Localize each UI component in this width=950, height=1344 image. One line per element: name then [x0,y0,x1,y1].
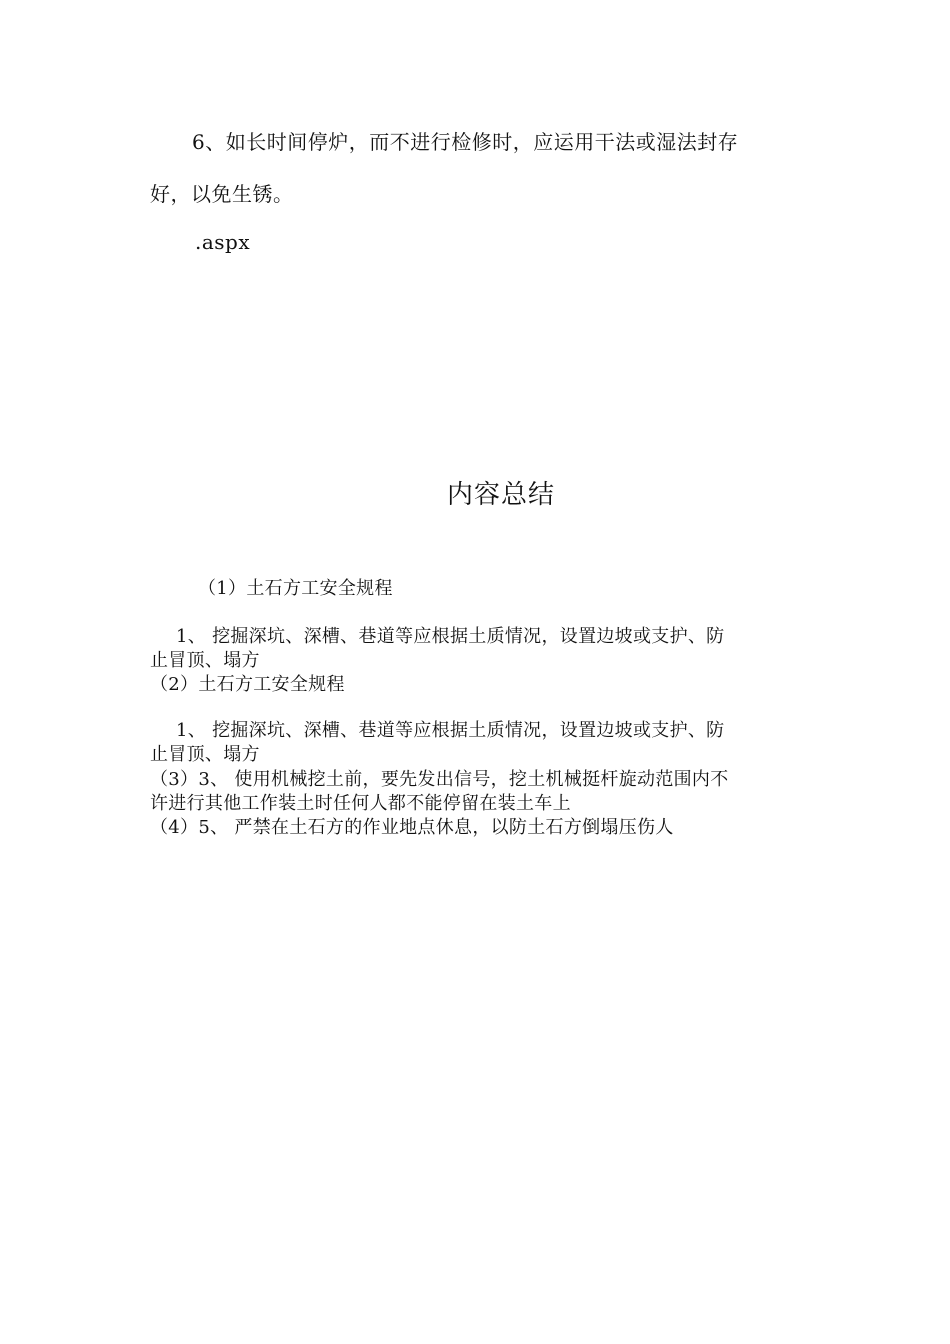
item-3-line-2: 许进行其他工作装土时任何人都不能停留在装土车上 [150,793,571,814]
item-4-line-1: （4）5、 严禁在土石方的作业地点休息，以防土石方倒塌压伤人 [150,817,674,838]
item-3-line-1: （3）3、 使用机械挖土前，要先发出信号，挖土机械挺杆旋动范围内不 [150,769,729,790]
item-1-heading: （1）土石方工安全规程 [198,578,393,599]
summary-title: 内容总结 [447,480,556,510]
item-1-body-line-1: 1、 挖掘深坑、深槽、巷道等应根据土质情况，设置边坡或支护、防 [176,626,725,647]
paragraph-6-line-1: 6、如长时间停炉，而不进行检修时，应运用干法或湿法封存 [192,130,739,154]
item-1-body-line-2: 止冒顶、塌方 [150,650,260,671]
item-2-body-line-2: 止冒顶、塌方 [150,744,260,765]
aspx-text: .aspx [195,230,251,254]
item-2-body-line-1: 1、 挖掘深坑、深槽、巷道等应根据土质情况，设置边坡或支护、防 [176,720,725,741]
item-2-heading: （2）土石方工安全规程 [150,674,345,695]
paragraph-6-line-2: 好，以免生锈。 [150,182,294,206]
